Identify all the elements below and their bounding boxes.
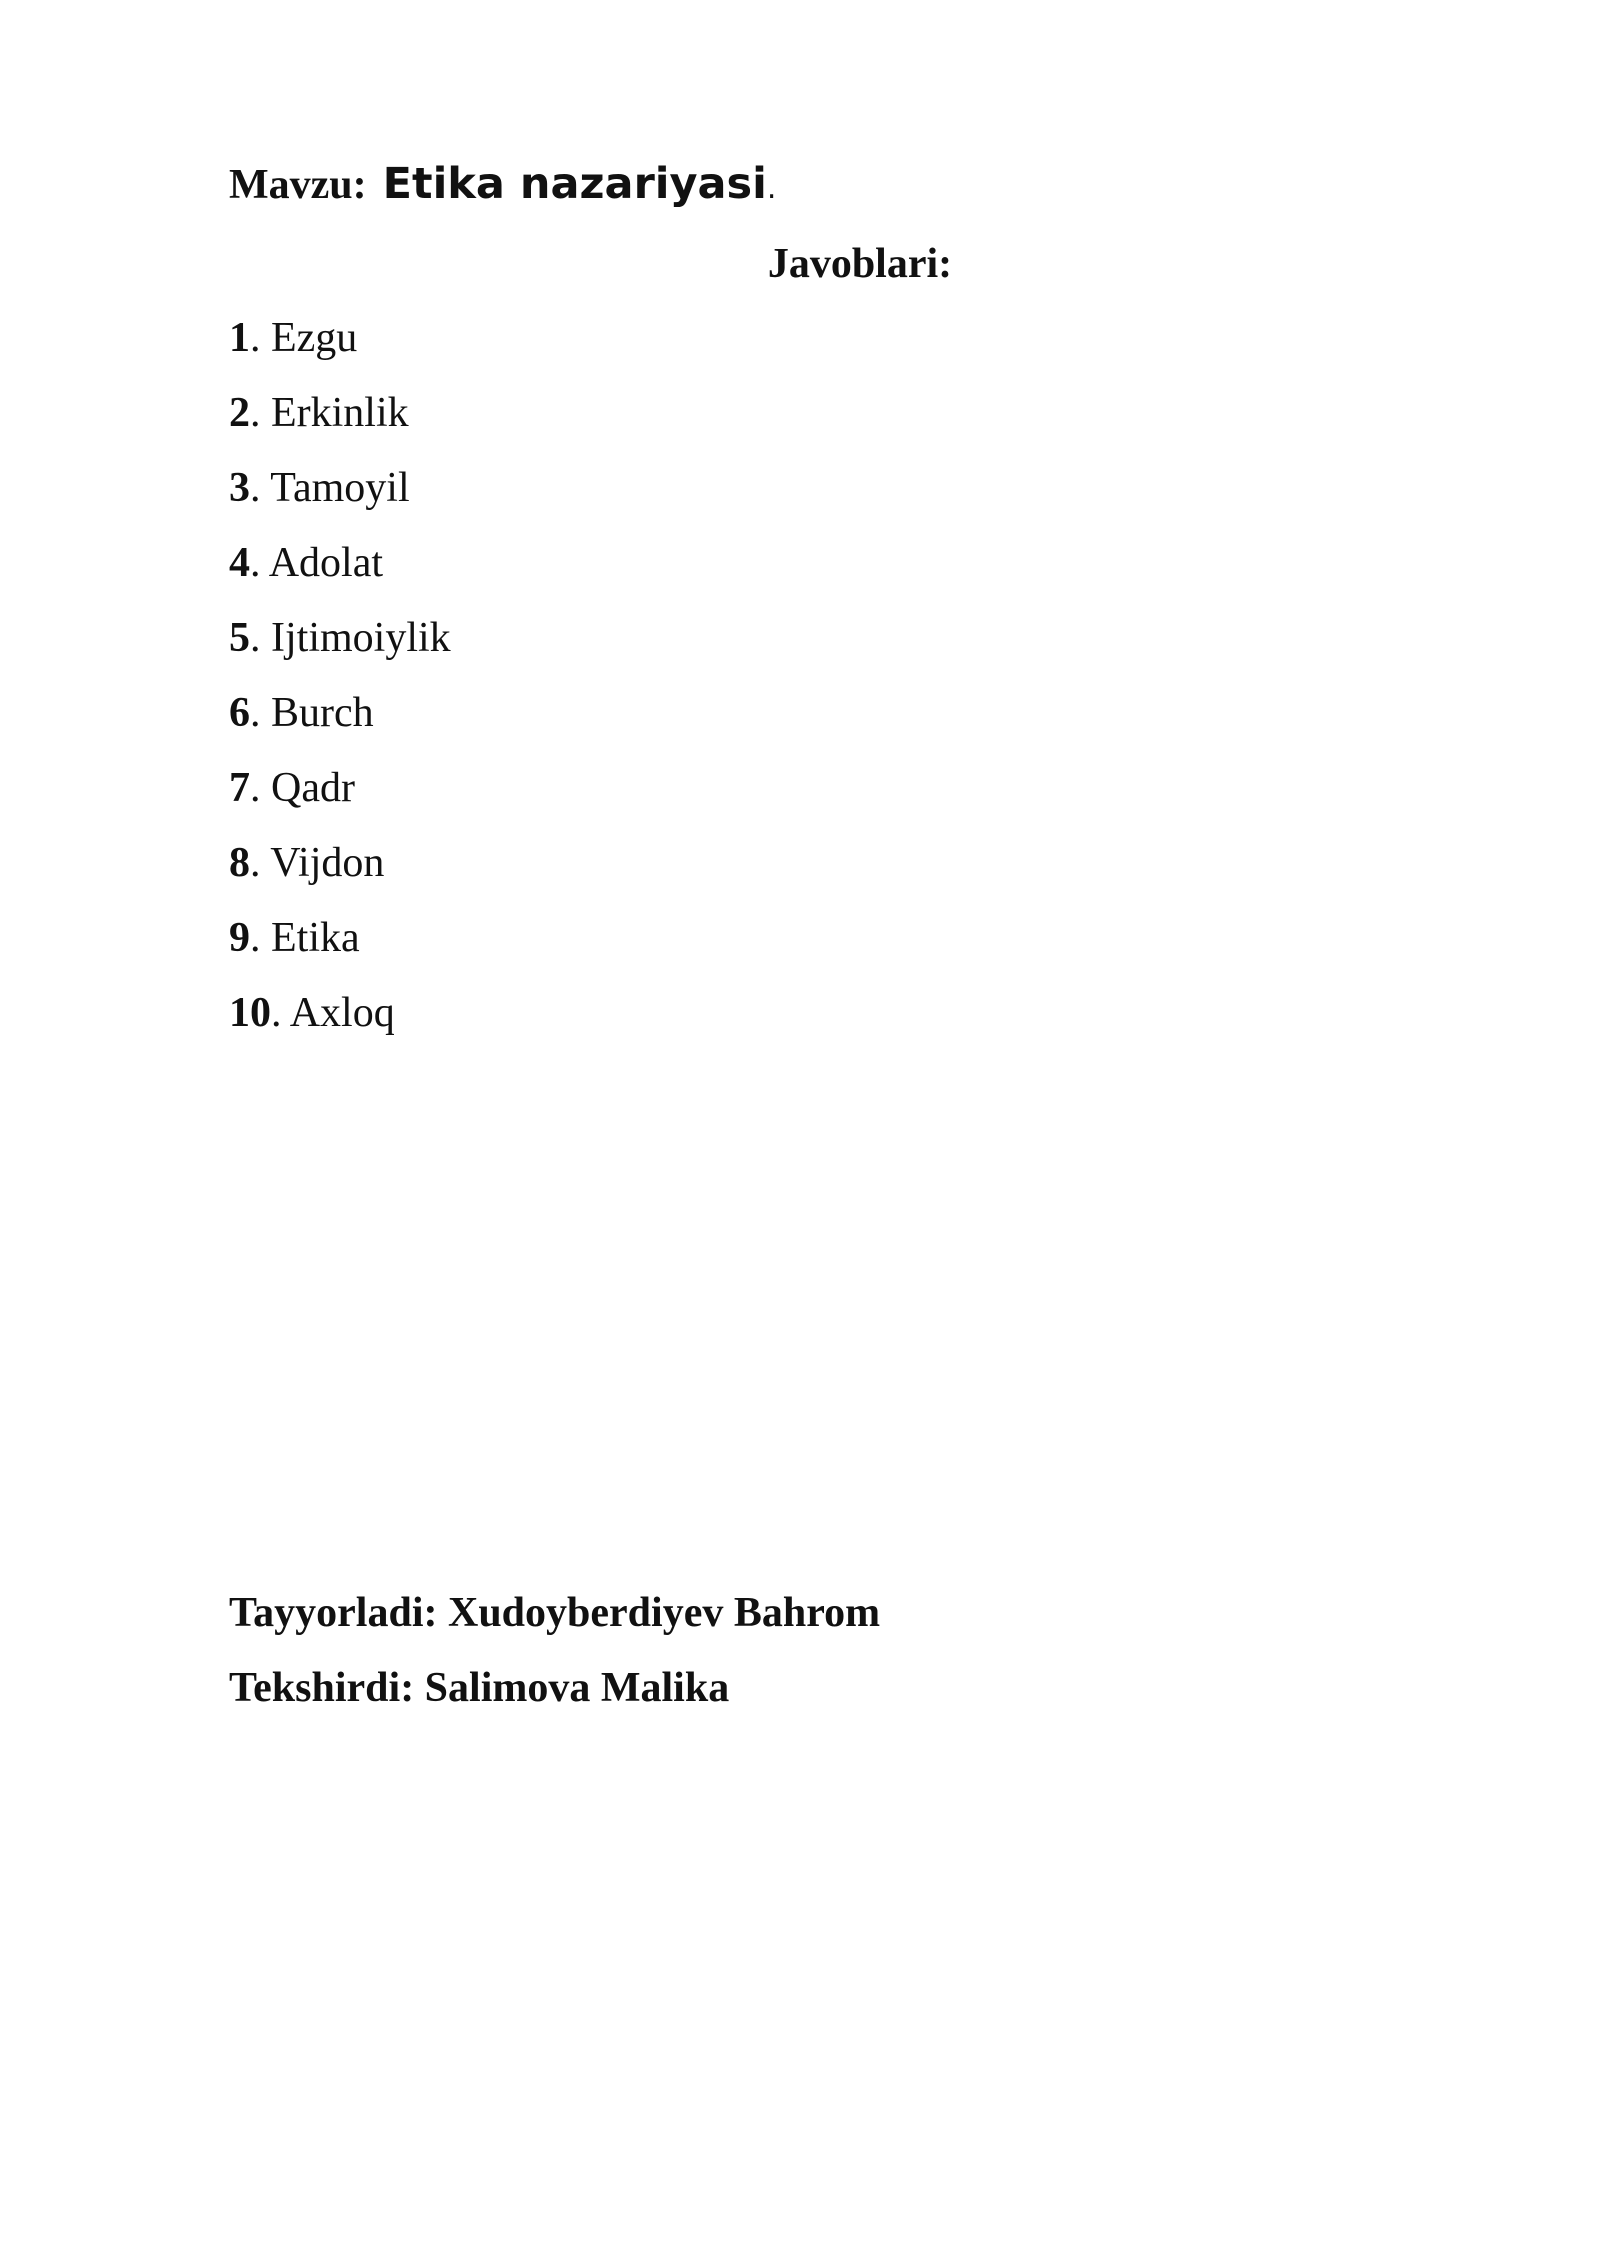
topic-title: Etika nazariyasi: [382, 159, 767, 209]
answer-number: 10: [229, 990, 271, 1036]
answer-separator: .: [250, 690, 271, 736]
answer-number: 9: [229, 915, 250, 961]
answer-number: 3: [229, 465, 250, 511]
answer-item: [229, 985, 451, 1060]
prepared-by: Tayyorladi: Xudoyberdiyev Bahrom: [229, 1590, 881, 1636]
answer-text: Ijtimoiylik: [271, 615, 451, 661]
answer-item: [229, 310, 451, 385]
answer-separator: .: [250, 915, 271, 961]
topic-label: Mavzu:: [229, 162, 367, 208]
answer-number: 5: [229, 615, 250, 661]
answer-text: Tamoyil: [270, 465, 410, 511]
answer-item: [229, 535, 451, 610]
answer-number: 8: [229, 840, 250, 886]
answer-separator: .: [250, 615, 271, 661]
answer-item: [229, 910, 451, 985]
answers-list: [229, 310, 451, 1060]
answer-item: [229, 610, 451, 685]
answer-separator: .: [250, 765, 271, 811]
answer-text: Vijdon: [270, 840, 385, 886]
answer-item: [229, 760, 451, 835]
answer-text: Qadr: [271, 765, 355, 811]
answer-separator: .: [250, 540, 269, 586]
answer-separator: .: [250, 840, 271, 886]
answer-separator: .: [271, 990, 290, 1036]
answer-separator: .: [250, 465, 271, 511]
answer-number: 6: [229, 690, 250, 736]
answer-number: 1: [229, 315, 250, 361]
answer-item: [229, 835, 451, 910]
answer-text: Burch: [271, 690, 374, 736]
answer-item: [229, 685, 451, 760]
answer-number: 2: [229, 390, 250, 436]
answer-text: Adolat: [268, 540, 383, 586]
checked-by: Tekshirdi: Salimova Malika: [229, 1665, 730, 1711]
answer-number: 7: [229, 765, 250, 811]
answer-text: Erkinlik: [271, 390, 409, 436]
answer-separator: .: [250, 315, 271, 361]
answer-item: [229, 385, 451, 460]
answers-heading: Javoblari:: [767, 241, 953, 287]
answer-separator: .: [250, 390, 271, 436]
answer-number: 4: [229, 540, 250, 586]
topic-line: [229, 156, 776, 212]
answer-item: [229, 460, 451, 535]
topic-period: .: [766, 171, 777, 206]
answer-text: Axloq: [289, 990, 395, 1036]
answer-text: Ezgu: [271, 315, 358, 361]
answer-text: Etika: [271, 915, 360, 961]
